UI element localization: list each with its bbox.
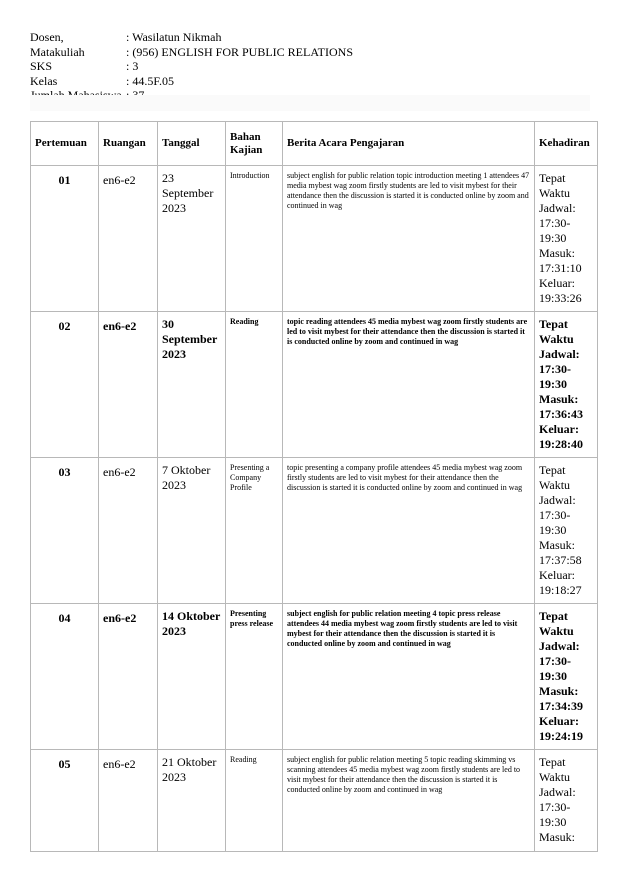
cell-pertemuan	[31, 312, 99, 458]
header-key: Dosen,	[30, 30, 64, 44]
header-value: : 44.5F.05	[126, 73, 175, 88]
column-header-ruangan: Ruangan	[99, 122, 158, 166]
table-row	[31, 458, 598, 604]
attendance-line: Tepat	[539, 755, 566, 769]
teaching-report: subject english for public relation meeting 5 topic reading skimming vs scanning attendees 45 media mybest wag zoom firstly students are led to visit mybest for their attendance then the discussion is started it is conducted online by zoom and continued in wag	[287, 755, 521, 794]
meeting-number: 03	[58, 465, 71, 479]
attendance-line: Tepat	[539, 463, 566, 477]
cell-berita	[283, 458, 535, 604]
column-header-bahan-kajian: Bahan Kajian	[226, 122, 283, 166]
teaching-report: subject english for public relation meeting 4 topic press release attendees 44 media mybest wag zoom firstly students are led to visit mybest for their attendance then the discussion is started it is conducted online by zoom and continued in wag	[287, 609, 518, 648]
teaching-report: topic presenting a company profile attendees 45 media mybest wag zoom firstly students are led to visit mybest for their attendance then the discussion is started it is conducted online by zoom and continued in wag	[287, 463, 523, 492]
cell-kehadiran	[535, 312, 598, 458]
attendance-line: Jadwal:	[539, 201, 576, 215]
cell-kehadiran	[535, 458, 598, 604]
attendance	[539, 609, 593, 744]
attendance-line: 17:36:43	[539, 407, 583, 421]
header-row-sks	[30, 59, 590, 74]
attendance-line: Tepat	[539, 609, 568, 623]
cell-tanggal	[158, 750, 226, 852]
attendance	[539, 171, 593, 306]
cell-tanggal	[158, 312, 226, 458]
header-row-dosen	[30, 30, 590, 45]
table-row	[31, 750, 598, 852]
cell-pertemuan	[31, 604, 99, 750]
cell-kehadiran	[535, 604, 598, 750]
topic: Presenting a Company Profile	[230, 463, 270, 492]
attendance-line: 19:33:26	[539, 291, 582, 305]
header-key: SKS	[30, 59, 53, 73]
attendance-line: Masuk:	[539, 392, 579, 406]
attendance-line: 17:30-	[539, 800, 571, 814]
attendance-line: Tepat	[539, 171, 566, 185]
topic: Reading	[230, 317, 259, 326]
cell-tanggal	[158, 604, 226, 750]
topic: Reading	[230, 755, 257, 764]
room: en6-e2	[103, 319, 137, 333]
room: en6-e2	[103, 611, 137, 625]
room: en6-e2	[103, 173, 136, 187]
cell-tanggal	[158, 166, 226, 312]
column-header-tanggal: Tanggal	[158, 122, 226, 166]
attendance-line: Masuk:	[539, 246, 575, 260]
cell-berita	[283, 750, 535, 852]
cell-pertemuan	[31, 458, 99, 604]
cell-ruangan	[99, 750, 158, 852]
cell-bahan	[226, 458, 283, 604]
attendance	[539, 317, 593, 452]
attendance-line: Keluar:	[539, 714, 579, 728]
cell-bahan	[226, 750, 283, 852]
attendance-line: 17:34:39	[539, 699, 583, 713]
meeting-number: 02	[58, 319, 71, 333]
attendance-line: 19:30	[539, 377, 567, 391]
cell-ruangan	[99, 312, 158, 458]
attendance-line: 17:31:10	[539, 261, 582, 275]
attendance-line: Keluar:	[539, 422, 579, 436]
meeting-number: 04	[58, 611, 71, 625]
attendance-table	[30, 121, 598, 852]
attendance-line: Keluar:	[539, 276, 575, 290]
cell-bahan	[226, 604, 283, 750]
column-header-berita-acara: Berita Acara Pengajaran	[283, 122, 535, 166]
attendance	[539, 463, 593, 598]
room: en6-e2	[103, 465, 136, 479]
date: 21 Oktober 2023	[162, 755, 217, 784]
attendance-line: 19:28:40	[539, 437, 583, 451]
header-key: Kelas	[30, 73, 58, 88]
attendance-line: Jadwal:	[539, 493, 576, 507]
cell-ruangan	[99, 166, 158, 312]
attendance-line: Jadwal:	[539, 639, 580, 653]
attendance-line: Waktu	[539, 624, 574, 638]
cell-berita	[283, 312, 535, 458]
header-row-kelas	[30, 74, 590, 89]
cell-bahan	[226, 166, 283, 312]
attendance-line: 17:30-	[539, 362, 571, 376]
attendance-line: 17:30-	[539, 508, 571, 522]
attendance-line: Masuk:	[539, 830, 575, 844]
attendance-line: Waktu	[539, 332, 574, 346]
attendance-line: 19:30	[539, 669, 567, 683]
attendance-line: Jadwal:	[539, 785, 576, 799]
cell-bahan	[226, 312, 283, 458]
table-row	[31, 166, 598, 312]
topic: Introduction	[230, 171, 270, 180]
table-header-row	[31, 122, 598, 166]
date: 14 Oktober 2023	[162, 609, 221, 638]
attendance-line: Masuk:	[539, 538, 575, 552]
attendance-line: Keluar:	[539, 568, 575, 582]
cell-berita	[283, 604, 535, 750]
header-key: Matakuliah	[30, 44, 85, 59]
date: 7 Oktober 2023	[162, 463, 211, 492]
attendance-line: 19:24:19	[539, 729, 583, 743]
attendance-line: 17:37:58	[539, 553, 582, 567]
cell-ruangan	[99, 458, 158, 604]
column-header-kehadiran: Kehadiran	[535, 122, 598, 166]
cell-berita	[283, 166, 535, 312]
attendance-line: 17:30-	[539, 654, 571, 668]
attendance	[539, 755, 593, 845]
cell-kehadiran	[535, 750, 598, 852]
column-header-pertemuan: Pertemuan	[31, 122, 99, 166]
teaching-report: topic reading attendees 45 media mybest wag zoom firstly students are led to visit mybest for their attendance then the discussion is started it is conducted online by zoom and continued in wag	[287, 317, 528, 346]
cell-tanggal	[158, 458, 226, 604]
attendance-line: Waktu	[539, 770, 571, 784]
attendance-line: Tepat	[539, 317, 568, 331]
date: 23 September 2023	[162, 171, 214, 215]
attendance-line: 19:30	[539, 815, 567, 829]
cell-pertemuan	[31, 750, 99, 852]
attendance-line: Waktu	[539, 186, 571, 200]
header-row-matakuliah	[30, 45, 590, 60]
attendance-line: Waktu	[539, 478, 571, 492]
table-row	[31, 312, 598, 458]
cell-kehadiran	[535, 166, 598, 312]
attendance-line: Masuk:	[539, 684, 579, 698]
teaching-report: subject english for public relation topic introduction meeting 1 attendees 47 media mybest wag zoom firstly students are led to visit mybest for their attendance then the discussion is started it is conducted online by zoom and continued in wag	[287, 171, 530, 210]
attendance-line: Jadwal:	[539, 347, 580, 361]
topic: Presenting press release	[230, 609, 274, 628]
cell-pertemuan	[31, 166, 99, 312]
attendance-line: 19:30	[539, 231, 567, 245]
header-value: : Wasilatun Nikmah	[126, 30, 222, 44]
course-header	[30, 30, 590, 103]
attendance-line: 17:30-	[539, 216, 571, 230]
header-divider	[30, 95, 590, 111]
meeting-number: 01	[58, 173, 71, 187]
meeting-number: 05	[58, 757, 71, 771]
attendance-line: 19:30	[539, 523, 567, 537]
header-value: : (956) ENGLISH FOR PUBLIC RELATIONS	[126, 44, 354, 59]
cell-ruangan	[99, 604, 158, 750]
room: en6-e2	[103, 757, 136, 771]
attendance-line: 19:18:27	[539, 583, 582, 597]
header-value: : 3	[126, 59, 139, 73]
date: 30 September 2023	[162, 317, 218, 361]
table-row	[31, 604, 598, 750]
